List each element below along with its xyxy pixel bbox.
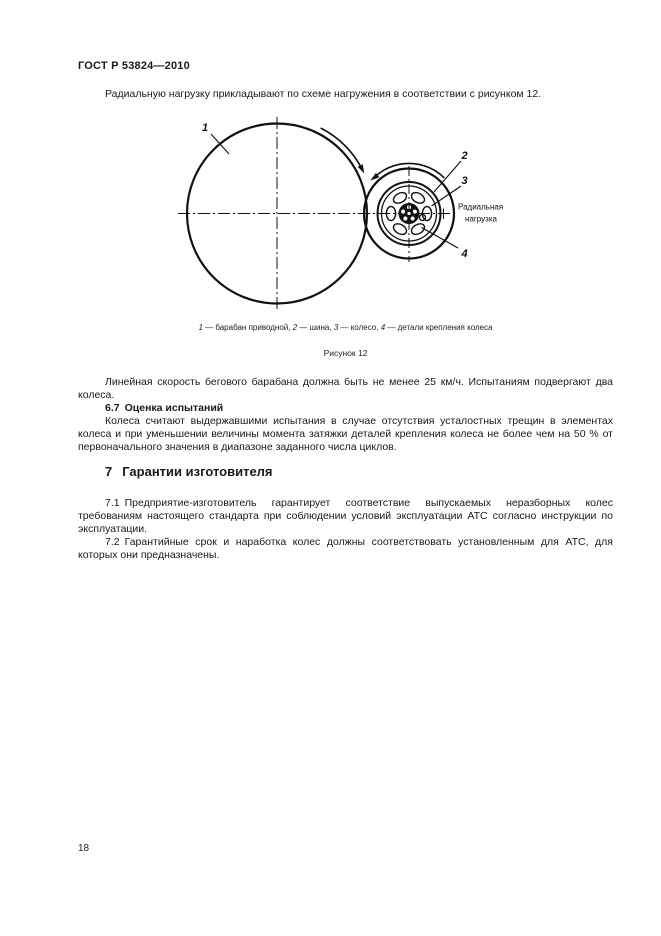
section-number: 7 [105, 464, 113, 479]
drum-wheel-diagram [160, 110, 535, 318]
caption-text-4: — детали крепления колеса [385, 323, 493, 332]
figure-12-drawing [160, 110, 535, 318]
callout-1: 1 [202, 122, 209, 134]
section-6-body [78, 376, 613, 454]
page-number: 18 [78, 843, 90, 854]
paragraph-7-2-text: Гарантийные срок и наработка колес должны соответствовать установленным для АТС, для которых они предназначены. [78, 536, 613, 561]
caption-text-3: — колесо, [338, 323, 381, 332]
caption-num-1: 1 [198, 323, 203, 332]
intro-paragraph: Радиальную нагрузку прикладывают по схеме нагружения в соответствии с рисунком 12. [105, 88, 542, 100]
figure-caption [78, 323, 613, 332]
section-7-body [78, 497, 613, 562]
paragraph-7-1-number: 7.1 [105, 497, 120, 509]
caption-num-2: 2 [292, 323, 298, 332]
caption-text-2: — шина, [297, 323, 334, 332]
subsection-title: Оценка испытаний [124, 402, 224, 414]
paragraph-7-2-number: 7.2 [105, 536, 120, 548]
subsection-number: 6.7 [105, 402, 120, 414]
figure-label: Рисунок 12 [323, 348, 368, 358]
paragraph-7-2 [78, 536, 613, 562]
caption-num-3: 3 [333, 323, 339, 332]
paragraph-7-1 [78, 497, 613, 536]
callout-3: 3 [461, 175, 468, 187]
caption-num-4: 4 [380, 323, 386, 332]
callout-2: 2 [461, 150, 468, 162]
drum-rotation-arrow [321, 128, 363, 170]
callout-4: 4 [461, 248, 468, 260]
paragraph-linear-speed: Линейная скорость бегового барабана должна быть не менее 25 км/ч. Испытаниям подвергают два колеса. [78, 376, 613, 401]
caption-text-1: — барабан приводной, [202, 323, 293, 332]
page-header: ГОСТ Р 53824—2010 [78, 60, 190, 72]
section-7-heading [78, 464, 613, 479]
paragraph-evaluation: Колеса считают выдержавшими испытания в случае отсутствия усталостных трещин в элементах колеса и при уменьшении величины момента затяжки деталей крепления колеса не более чем на 50 % от первоначального значения в диапазоне заданного числа циклов. [78, 415, 613, 453]
subsection-6-7-heading [78, 402, 613, 415]
radial-load-label-line2: нагрузка [465, 214, 497, 224]
paragraph-7-1-text: Предприятие-изготовитель гарантирует соответствие выпускаемых неразборных колес требованиям настоящего стандарта при соблюдении условий эксплуатации АТС согласно инструкции по эксплуатации. [78, 497, 613, 535]
drum-rotation-arrowhead-icon [358, 164, 365, 173]
radial-load-label-line1: Радиальная [458, 202, 504, 212]
section-title: Гарантии изготовителя [122, 464, 273, 479]
leader-line-2 [434, 161, 461, 192]
